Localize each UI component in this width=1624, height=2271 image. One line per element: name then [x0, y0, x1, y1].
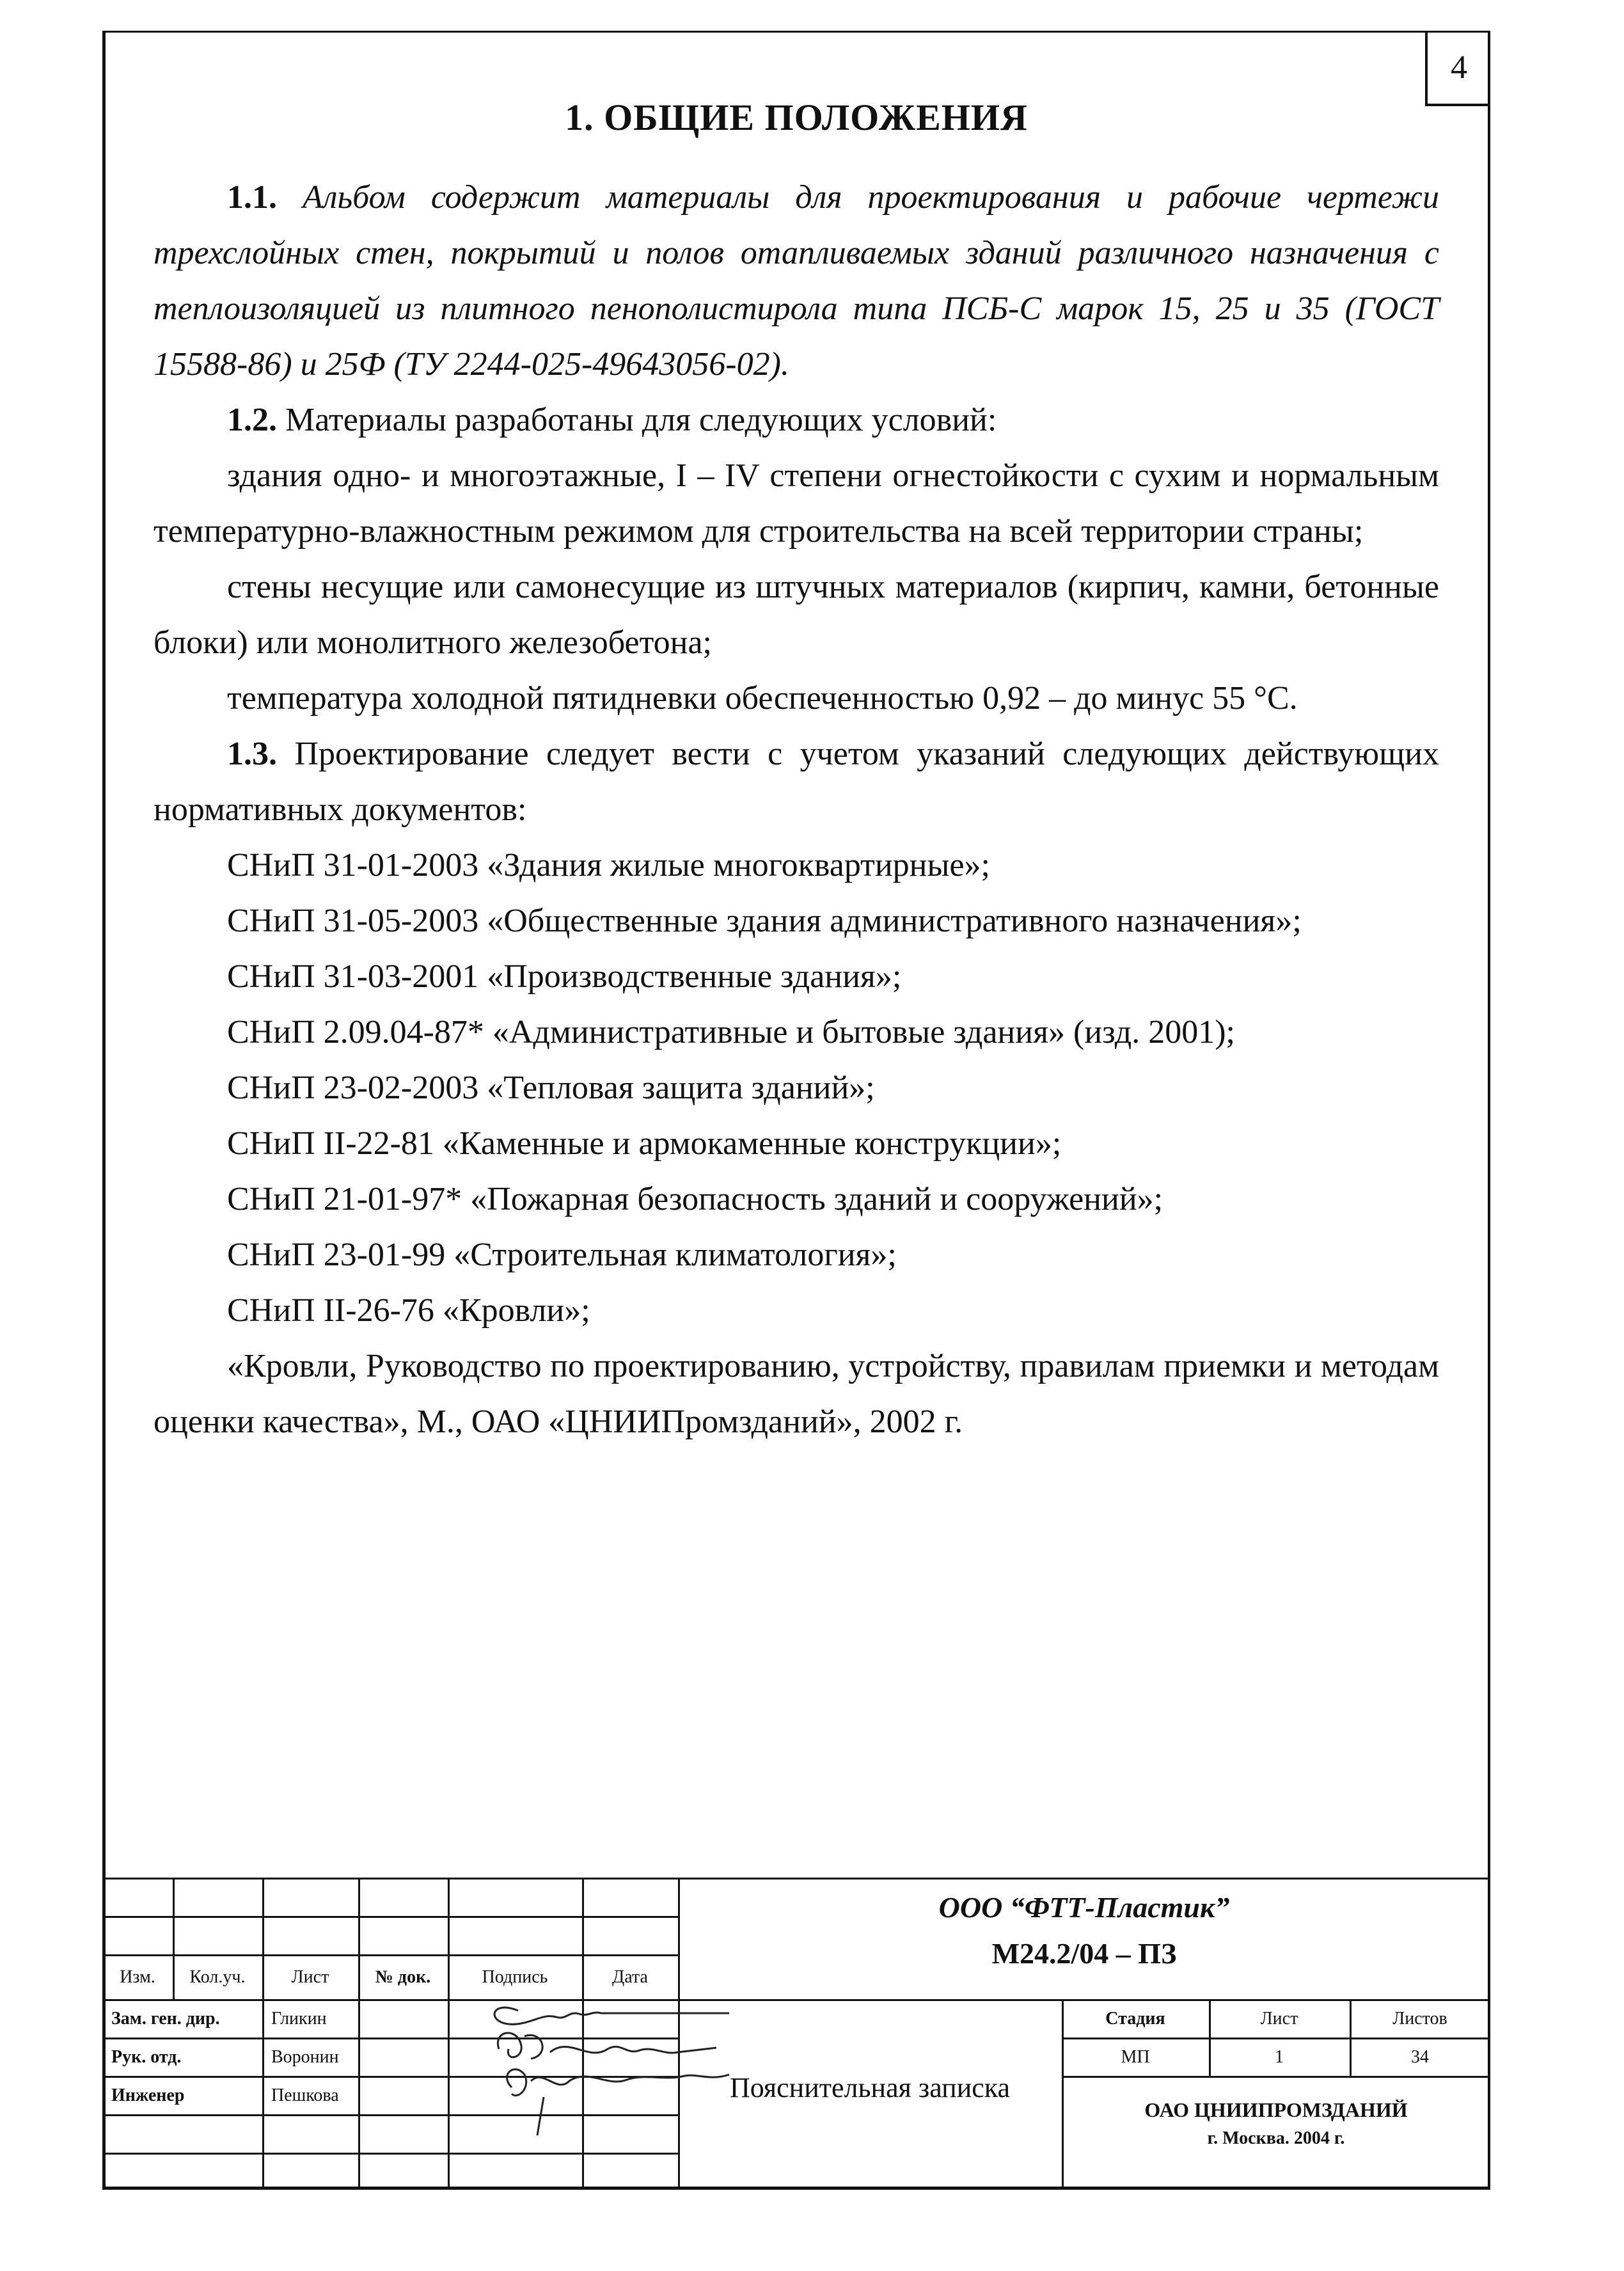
- sheet-header: Лист: [1260, 2009, 1298, 2029]
- tb-header-date: Дата: [612, 1967, 648, 1987]
- sheets-value: 34: [1411, 2047, 1429, 2067]
- handwritten-signatures: [461, 1991, 755, 2139]
- tb-role: Зам. ген. дир.: [111, 2009, 220, 2029]
- tb-line: [448, 1878, 450, 2190]
- tb-person: Воронин: [271, 2047, 339, 2067]
- norm-doc-item-last: «Кровли, Руководство по проектированию, устройству, правилам приемки и методам оценки качества», М., ОАО «ЦНИИПромзданий», 2002 г.: [154, 1348, 1439, 1440]
- tb-line: [102, 1878, 1490, 1879]
- paragraph-1-2: [154, 392, 1439, 448]
- tb-role: Инженер: [111, 2085, 185, 2105]
- norm-doc-item: СНиП II-22-81 «Каменные и армокаменные конструкции»;: [227, 1125, 1062, 1162]
- sheets-header: Листов: [1392, 2009, 1447, 2029]
- tb-role: Рук. отд.: [111, 2047, 182, 2067]
- condition-item: здания одно- и многоэтажные, I – IV степени огнестойкости с сухим и нормальным температурно-влажностным режимом для строительства на всей территории страны;: [154, 457, 1439, 550]
- paragraph-number: 1.3.: [227, 736, 295, 772]
- tb-header-doc: № док.: [375, 1967, 431, 1987]
- tb-header-list: Лист: [291, 1967, 329, 1987]
- norm-doc-item: СНиП 23-01-99 «Строительная климатология»;: [227, 1237, 897, 1273]
- section-heading: 1. ОБЩИЕ ПОЛОЖЕНИЯ: [565, 97, 1028, 138]
- norm-doc-item: СНиП 31-05-2003 «Общественные здания административного назначения»;: [227, 903, 1302, 939]
- tb-person: Пешкова: [271, 2085, 339, 2105]
- norm-doc-item: СНиП 23-02-2003 «Тепловая защита зданий»;: [227, 1070, 875, 1106]
- tb-line: [262, 1878, 264, 2190]
- tb-header-izm: Изм.: [120, 1967, 155, 1987]
- tb-line: [1062, 2076, 1490, 2078]
- condition-item: стены несущие или самонесущие из штучных материалов (кирпич, камни, бетонные блоки) или монолитного железобетона;: [154, 569, 1439, 661]
- norm-doc-item: СНиП 31-01-2003 «Здания жилые многоквартирные»;: [227, 847, 990, 883]
- stage-header: Стадия: [1105, 2009, 1165, 2029]
- norm-doc-item: СНиП 31-03-2001 «Производственные здания»;: [227, 958, 902, 995]
- paragraph-text: Проектирование следует вести с учетом указаний следующих действующих нормативных документов:: [154, 736, 1439, 828]
- title-block: [102, 1878, 1490, 2190]
- document-body: [154, 96, 1439, 1450]
- sheet-value: 1: [1275, 2047, 1284, 2067]
- tb-line: [102, 2153, 678, 2155]
- paragraph-text: Материалы разработаны для следующих условий:: [285, 402, 997, 438]
- document-code: М24.2/04 – ПЗ: [991, 1937, 1177, 1970]
- paragraph-1-3: [154, 726, 1439, 837]
- tb-line: [1062, 2038, 1490, 2039]
- tb-person: Гликин: [271, 2009, 327, 2029]
- norm-doc-item: СНиП 21-01-97* «Пожарная безопасность зданий и сооружений»;: [227, 1181, 1163, 1217]
- norm-doc-item: СНиП II-26-76 «Кровли»;: [227, 1292, 590, 1329]
- tb-line: [102, 1999, 1490, 2001]
- sheet-number: 4: [1425, 31, 1490, 106]
- tb-line: [102, 1916, 678, 1918]
- document-name: Пояснительная записка: [729, 2072, 1011, 2103]
- paragraph-text: Альбом содержит материалы для проектирования и рабочие чертежи трехслойных стен, покрытий и полов отапливаемых зданий различного назначения с теплоизоляцией из плитного пенополистирола типа ПСБ-С марок 15, 25 и 35 (ГОСТ 15588-86) и 25Ф (ТУ 2244-025-49643056-02).: [154, 179, 1439, 383]
- city-year: г. Москва. 2004 г.: [1207, 2128, 1345, 2148]
- paragraph-number: 1.2.: [227, 402, 285, 438]
- tb-line: [358, 1878, 360, 2190]
- norm-doc-item: СНиП 2.09.04-87* «Административные и бытовые здания» (изд. 2001);: [227, 1014, 1235, 1050]
- institution-name: ОАО ЦНИИПРОМЗДАНИЙ: [1144, 2098, 1408, 2121]
- tb-header-kol: Кол.уч.: [189, 1967, 246, 1987]
- stage-value: МП: [1121, 2047, 1150, 2067]
- paragraph-1-1: [154, 170, 1439, 392]
- tb-line: [102, 1954, 678, 1956]
- organization-name: ООО “ФТТ-Пластик”: [938, 1891, 1230, 1924]
- condition-item: температура холодной пятидневки обеспеченностью 0,92 – до минус 55 °С.: [227, 680, 1298, 716]
- paragraph-number: 1.1.: [227, 179, 303, 216]
- tb-header-sign: Подпись: [482, 1967, 548, 1987]
